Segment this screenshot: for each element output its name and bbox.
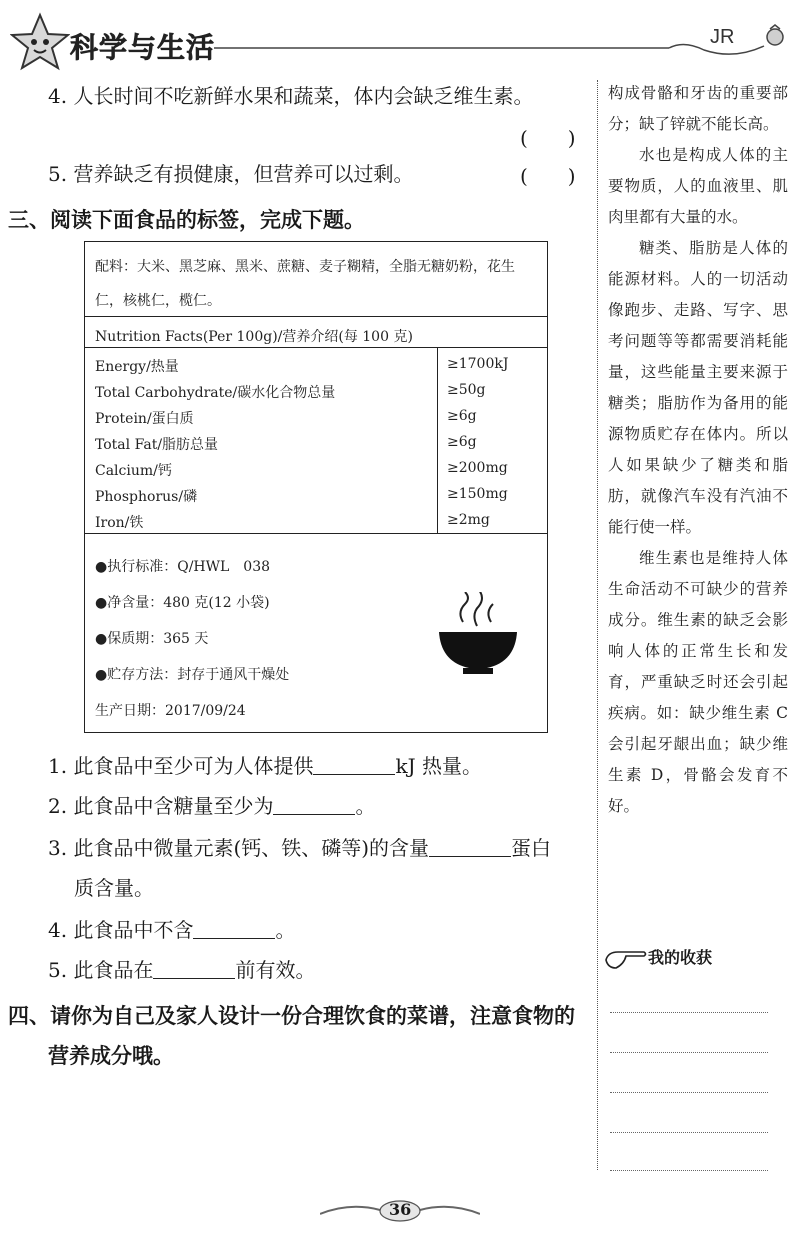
header-mascot — [10, 12, 70, 72]
nutrient-value: ≥6g — [447, 408, 477, 424]
label-question-2: 2. 此食品中含糖量至少为 。 — [48, 794, 376, 818]
header-title: 科学与生活 — [70, 31, 216, 64]
nutrient-name: Protein/蛋白质 — [95, 411, 194, 427]
judge-question-4: 4. 人长时间不吃新鲜水果和蔬菜，体内会缺乏维生素。 — [48, 84, 534, 108]
label-ingredients-2: 仁，核桃仁，榄仁。 — [95, 293, 221, 309]
label-nutrition-header: Nutrition Facts(Per 100g)/营养介绍(每 100 克) — [95, 329, 413, 345]
section-4-heading: 四、请你为自己及家人设计一份合理饮食的菜谱，注意食物的 — [8, 1004, 575, 1028]
answer-blank-1[interactable] — [313, 754, 395, 775]
label-shelf-life: ●保质期：365 天 — [95, 631, 209, 647]
judge-question-5: 5. 营养缺乏有损健康，但营养可以过剩。 — [48, 162, 414, 186]
nutrient-name: Calcium/钙 — [95, 463, 172, 479]
answer-paren-4[interactable]: ( ) — [520, 126, 576, 150]
harvest-heading: 我的收获 — [648, 948, 713, 967]
label-question-4: 4. 此食品中不含 。 — [48, 918, 296, 942]
label-question-1: 1. 此食品中至少可为人体提供 kJ 热量。 — [48, 754, 482, 778]
answer-blank-5[interactable] — [153, 958, 235, 979]
label-ingredients-1: 配料：大米、黑芝麻、黑米、蔗糖、麦子糊精，全脂无糖奶粉，花生 — [95, 259, 515, 275]
page-number: 36 — [389, 1200, 412, 1219]
nutrient-value: ≥2mg — [447, 512, 490, 528]
label-storage: ●贮存方法：封存于通风干燥处 — [95, 667, 290, 683]
label-production-date: 生产日期：2017/09/24 — [95, 703, 246, 719]
harvest-line[interactable] — [610, 1132, 768, 1133]
label-net-content: ●净含量：480 克(12 小袋) — [95, 595, 270, 611]
nutrient-value: ≥150mg — [447, 486, 508, 502]
nutrient-value: ≥1700kJ — [447, 356, 509, 372]
label-question-3: 3. 此食品中微量元素(钙、铁、磷等)的含量 蛋白 — [48, 836, 552, 860]
nutrient-name: Energy/热量 — [95, 359, 179, 375]
bowl-icon — [435, 592, 521, 678]
answer-blank-2[interactable] — [273, 794, 355, 815]
harvest-line[interactable] — [610, 1052, 768, 1053]
nutrient-name: Total Fat/脂肪总量 — [95, 437, 219, 453]
answer-blank-4[interactable] — [193, 918, 275, 939]
side-note-4: 维生素也是维持人体生命活动不可缺少的营养成分。维生素的缺乏会影响人体的正常生长和发育，严重缺乏时还会引起疾病。如：缺少维生素 C 会引起牙龈出血；缺少维生素 D，骨骼会发育不好。 — [608, 549, 788, 815]
decoration-icon — [762, 24, 788, 50]
label-question-5: 5. 此食品在 前有效。 — [48, 958, 316, 982]
nutrient-name: Iron/铁 — [95, 515, 144, 531]
side-note-1: 构成骨骼和牙齿的重要部分；缺了锌就不能长高。 — [608, 84, 788, 133]
section-4-heading-cont: 营养成分哦。 — [48, 1044, 174, 1068]
label-standard: ●执行标准：Q/HWL 038 — [95, 559, 271, 575]
star-mascot-icon — [10, 12, 70, 72]
nutrient-name: Phosphorus/磷 — [95, 489, 198, 505]
food-label — [84, 241, 548, 733]
side-divider — [597, 80, 598, 1170]
pointing-hand-icon — [604, 946, 648, 972]
answer-blank-3[interactable] — [429, 836, 511, 857]
nutrient-value: ≥200mg — [447, 460, 508, 476]
nutrient-value: ≥6g — [447, 434, 477, 450]
harvest-line[interactable] — [610, 1092, 768, 1093]
side-notes — [608, 78, 788, 822]
nutrient-value: ≥50g — [447, 382, 486, 398]
header-code: JR — [710, 26, 735, 48]
harvest-line[interactable] — [610, 1170, 768, 1171]
harvest-line[interactable] — [610, 1012, 768, 1013]
nutrient-name: Total Carbohydrate/碳水化合物总量 — [95, 385, 336, 401]
answer-paren-5[interactable]: ( ) — [520, 164, 576, 188]
side-note-2: 水也是构成人体的主要物质，人的血液里、肌肉里都有大量的水。 — [608, 146, 788, 226]
header-rule — [214, 38, 794, 60]
label-question-3-cont: 质含量。 — [74, 876, 154, 900]
side-note-3: 糖类、脂肪是人体的能源材料。人的一切活动像跑步、走路、写字、思考问题等等都需要消耗能量，这些能量主要来源于糖类；脂肪作为备用的能源物质贮存在体内。所以人如果缺少了糖类和脂肪，就像汽车没有汽油不能行使一样。 — [608, 239, 788, 536]
section-3-heading: 三、阅读下面食品的标签，完成下题。 — [8, 208, 365, 232]
